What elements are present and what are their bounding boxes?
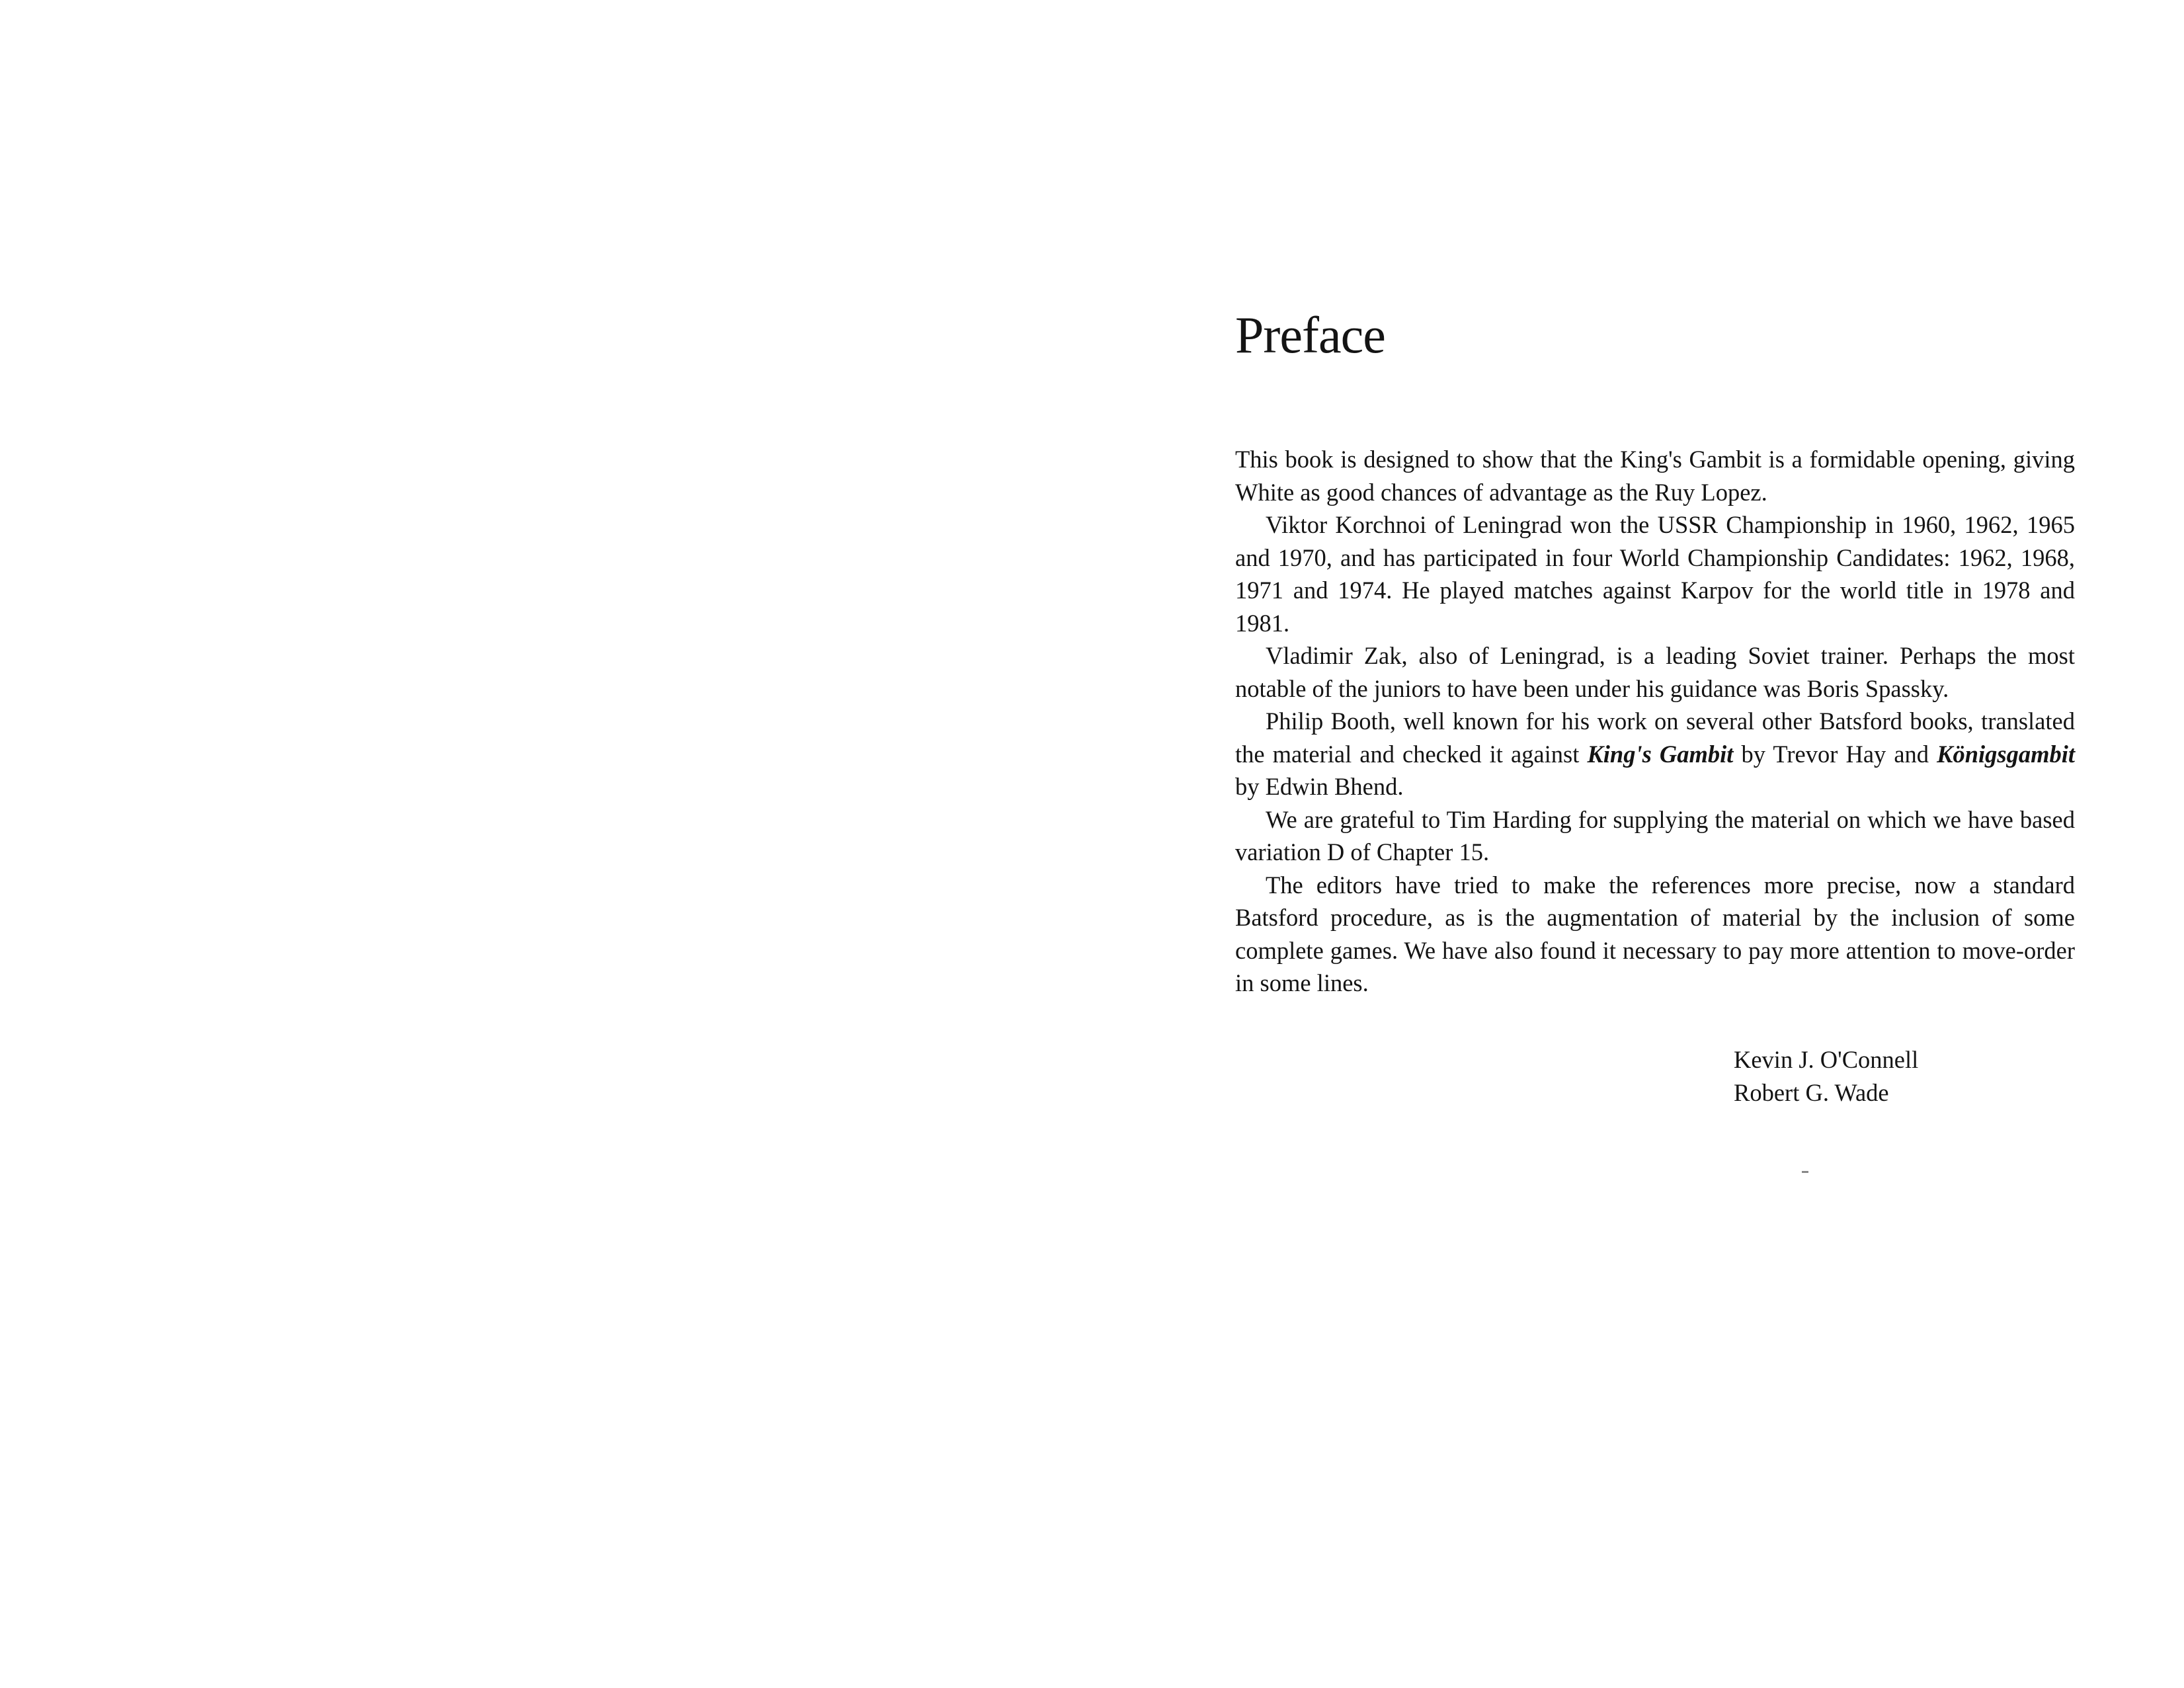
right-page [1092, 0, 2184, 1688]
paragraph-editors: The editors have tried to make the references more precise, now a standard Batsford procedure, as is the augmentation of material by the inclusion of some complete games. We have also found it necessary to pay more attention to move-order in some lines. [1235, 871, 2075, 996]
paragraph-harding: We are grateful to Tim Harding for supplying the material on which we have based variation D of Chapter 15. [1235, 805, 2075, 865]
paragraph-booth [1235, 705, 2075, 803]
booth-text-c: by Trevor Hay and [1733, 740, 1937, 768]
stray-ink-mark [1802, 1171, 1808, 1173]
signature-oconnell: Kevin J. O'Connell [1734, 1046, 1919, 1073]
paragraph-korchnoi: Viktor Korchnoi of Leningrad won the USSR Championship in 1960, 1962, 1965 and 1970, and has participated in four World Championship Candidates: 1962, 1968, 1971 and 1974. He played matches against Karpov for the world title in 1978 and 1981. [1235, 511, 2075, 637]
book-title-konigsgambit: Königsgambit [1937, 740, 2076, 768]
signature-block [1734, 1043, 1918, 1109]
page-title: Preface [1235, 306, 1385, 364]
paragraph-intro: This book is designed to show that the King's Gambit is a formidable opening, giving White as good chances of advantage as the Ruy Lopez. [1235, 446, 2075, 506]
booth-text-a: Philip Booth, well known for his work on several other Batsford books, translated the material and checked it against [1235, 707, 2075, 768]
preface-body [1235, 443, 2075, 1000]
book-title-kings-gambit: King's Gambit [1587, 740, 1734, 768]
booth-text-e: by Edwin Bhend. [1235, 773, 1404, 800]
signature-wade: Robert G. Wade [1734, 1078, 1889, 1106]
paragraph-zak: Vladimir Zak, also of Leningrad, is a leading Soviet trainer. Perhaps the most notable of the juniors to have been under his guidance was Boris Spassky. [1235, 642, 2075, 702]
